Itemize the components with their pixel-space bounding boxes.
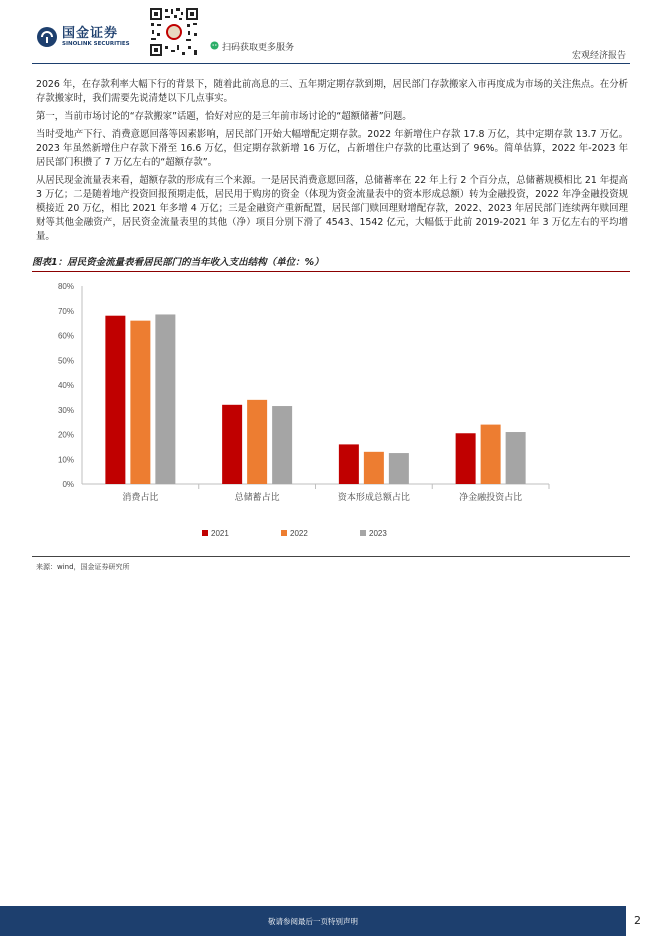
legend-swatch-2022 — [281, 530, 287, 536]
legend-label: 2021 — [211, 529, 229, 538]
figure-source: 来源：wind，国金证券研究所 — [36, 563, 130, 571]
bar-2022 — [364, 452, 384, 484]
bar-2023 — [506, 432, 526, 484]
bar-2023 — [155, 314, 175, 484]
bar-chart — [32, 272, 630, 556]
legend-swatch-2021 — [202, 530, 208, 536]
y-tick-label: 70% — [57, 306, 74, 316]
scan-service-hint — [210, 40, 294, 53]
bar-2022 — [130, 321, 150, 484]
x-tick-label: 净金融投资占比 — [459, 493, 523, 503]
bar-2021 — [105, 316, 125, 484]
scan-text: 扫码获取更多服务 — [222, 43, 295, 53]
y-tick-label: 60% — [57, 331, 74, 341]
page-number: 2 — [634, 914, 641, 927]
y-tick-label: 0% — [62, 480, 74, 489]
x-tick-label: 资本形成总额占比 — [337, 493, 410, 503]
figure-title: 图表1：居民资金流量表看居民部门的当年收入支出结构（单位：%） — [32, 257, 324, 268]
logo-text-cn: 国金证券 — [62, 25, 119, 41]
footer-bar — [0, 906, 626, 936]
page-footer — [0, 906, 662, 936]
bar-2023 — [389, 453, 409, 484]
qr-code-icon — [148, 6, 200, 58]
y-tick-label: 50% — [57, 356, 74, 366]
footer-disclaimer: 敬请参阅最后一页特别声明 — [268, 917, 358, 926]
bar-2022 — [481, 425, 501, 484]
legend-label: 2022 — [290, 529, 308, 538]
legend-label: 2023 — [369, 529, 387, 538]
x-tick-label: 消费占比 — [122, 493, 159, 503]
bar-2021 — [222, 405, 242, 484]
y-tick-label: 40% — [57, 381, 74, 390]
bar-2023 — [272, 406, 292, 484]
sinolink-logo — [36, 26, 130, 48]
paragraph-3: 当时受地产下行、消费意愿回落等因素影响，居民部门开始大幅增配定期存款。2022 年新增住户存款 17.8 万亿，其中定期存款 13.7 万亿。2023 年虽然新增住户存款下滑至 16.6 万亿，但定期存款新增 16 万亿，占新增住户存款的比重达到了 96%。简单估算，2022 年-2023 年居民部门积攒了 7 万亿左右的“超额存款”。 — [36, 129, 628, 168]
x-tick-label: 总储蓄占比 — [234, 493, 280, 503]
y-tick-label: 10% — [57, 455, 74, 465]
legend-swatch-2023 — [360, 530, 366, 536]
page-header — [0, 0, 662, 70]
y-tick-label: 30% — [57, 405, 74, 415]
paragraph-4: 从居民现金流量表来看，超额存款的形成有三个来源。一是居民消费意愿回落，总储蓄率在 22 年上行 2 个百分点，总储蓄规模相比 21 年提高 3 万亿；二是随着地产投资回报预期走低，居民用于购房的资金（体现为资金流量表中的资本形成总额）转为金融投资，2022 年净金融投资规模接近 20 万亿，相比 2021 年多增 4 万亿；三是金融资产重新配置，居民部门赎回理财增配存款，2022、2023 年居民部门连续两年赎回理财等其他金融资产，居民资金流量表里的其他（净）项目分别下滑了 4543、1542 亿元，大幅低于此前 2019-2021 年 3 万亿左右的平均增量。 — [36, 175, 628, 242]
figure-bottom-divider — [32, 556, 630, 557]
bar-2021 — [456, 433, 476, 484]
paragraph-1: 2026 年，在存款利率大幅下行的背景下，随着此前高息的三、五年期定期存款到期，居民部门存款搬家入市再度成为市场的关注焦点。在分析存款搬家时，我们需要先说清楚以下几点事实。 — [36, 79, 628, 104]
logo-text-en: SINOLINK SECURITIES — [62, 40, 130, 47]
header-divider — [32, 63, 630, 64]
body-text — [36, 78, 628, 248]
bar-2021 — [339, 444, 359, 484]
chart-container — [32, 272, 630, 556]
y-tick-label: 20% — [57, 430, 74, 440]
y-tick-label: 80% — [57, 282, 74, 291]
logo-mark-icon — [36, 26, 58, 48]
wechat-icon — [210, 41, 219, 53]
bar-2022 — [247, 400, 267, 484]
report-type: 宏观经济报告 — [571, 51, 626, 61]
paragraph-2: 第一，当前市场讨论的“存款搬家”话题，恰好对应的是三年前市场讨论的“超额储蓄”问题。 — [36, 111, 412, 122]
